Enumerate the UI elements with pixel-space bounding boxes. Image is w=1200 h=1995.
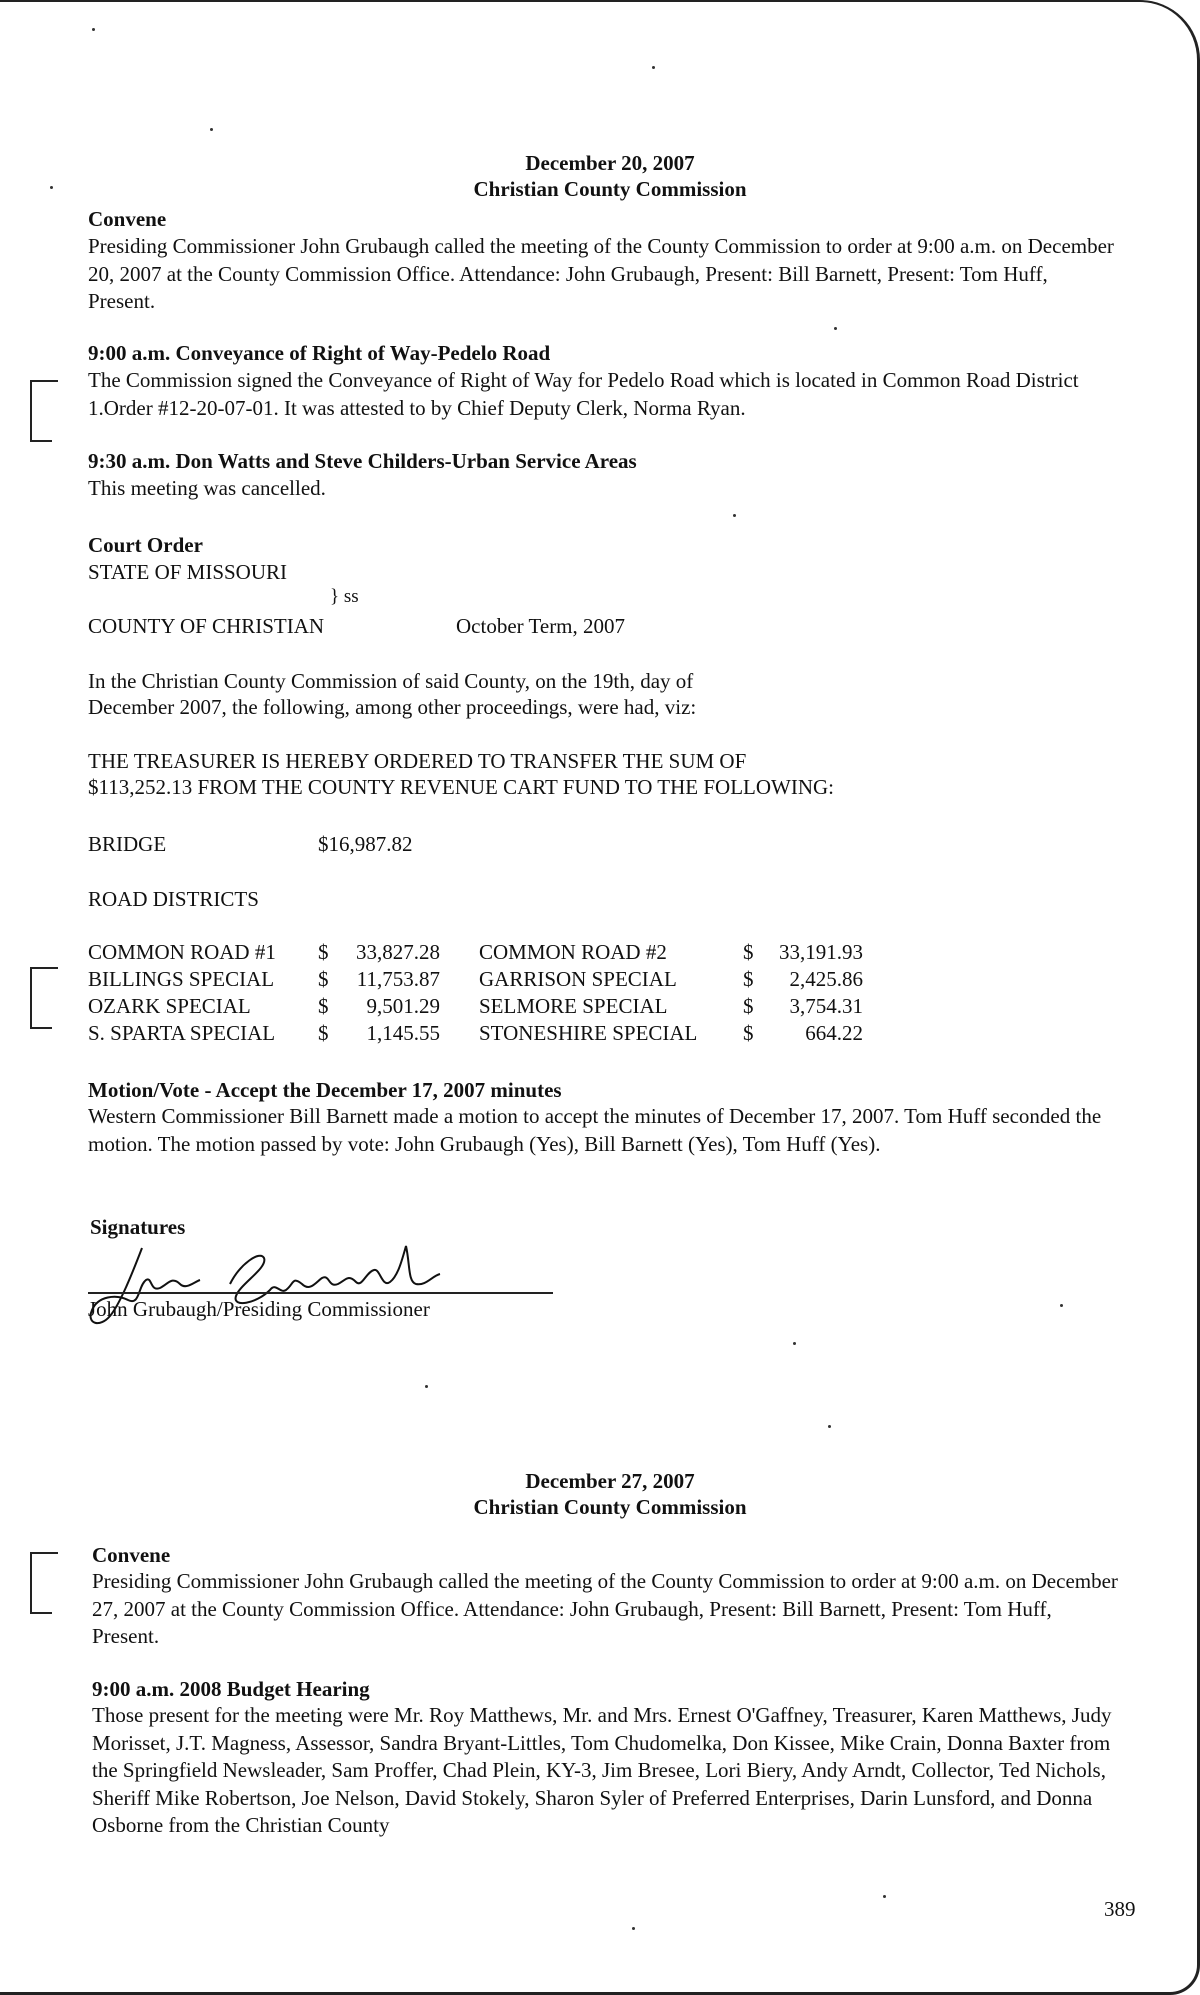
district-left-name: COMMON ROAD #1	[88, 940, 276, 964]
urban-text: This meeting was cancelled.	[88, 476, 326, 500]
meeting2-date: December 27, 2007	[525, 1469, 695, 1493]
scan-speck	[883, 1895, 886, 1898]
ss-mark: } ss	[330, 586, 359, 607]
budget-heading: 9:00 a.m. 2008 Budget Hearing	[92, 1677, 370, 1701]
meeting1-commission: Christian County Commission	[473, 177, 747, 201]
order-line-2: $113,252.13 FROM THE COUNTY REVENUE CART FUND TO THE FOLLOWING:	[88, 775, 835, 799]
meeting1-date: December 20, 2007	[525, 151, 695, 175]
state-line: STATE OF MISSOURI	[88, 560, 288, 584]
page-number: 389	[1104, 1897, 1136, 1921]
motion-heading: Motion/Vote - Accept the December 17, 2007 minutes	[88, 1078, 562, 1102]
road-districts-label: ROAD DISTRICTS	[88, 887, 259, 911]
signature-line	[88, 1292, 553, 1294]
district-right-dollar: $	[743, 940, 754, 964]
row-text: The Commission signed the Conveyance of Right of Way for Pedelo Road which is located in Common Road District 1.Order #12-20-07-01. It was attested to by Chief Deputy Clerk, Norma Ryan.	[88, 368, 1079, 420]
district-left-amount: 9,501.29	[366, 994, 440, 1018]
district-right-amount: 33,191.93	[779, 940, 863, 964]
court-line-1: In the Christian County Commission of said County, on the 19th, day of	[88, 669, 694, 693]
district-right-amount: 3,754.31	[789, 994, 863, 1018]
district-left-name: OZARK SPECIAL	[88, 994, 251, 1018]
district-left-name: S. SPARTA SPECIAL	[88, 1021, 276, 1045]
district-right-name: GARRISON SPECIAL	[479, 967, 677, 991]
bridge-amount: $16,987.82	[318, 832, 413, 856]
district-right-name: COMMON ROAD #2	[479, 940, 667, 964]
signatures-heading: Signatures	[90, 1215, 186, 1239]
district-right-dollar: $	[743, 967, 754, 991]
county-line: COUNTY OF CHRISTIAN	[88, 614, 325, 638]
bridge-label: BRIDGE	[88, 832, 167, 856]
district-left-dollar: $	[318, 967, 329, 991]
district-right-dollar: $	[743, 994, 754, 1018]
binder-bracket	[30, 380, 52, 442]
district-right-name: SELMORE SPECIAL	[479, 994, 668, 1018]
scan-speck	[632, 1927, 635, 1930]
district-left-amount: 11,753.87	[356, 967, 440, 991]
binder-bracket	[30, 1552, 52, 1614]
scan-speck	[793, 1342, 796, 1345]
scan-speck	[210, 128, 213, 131]
scan-speck	[92, 28, 95, 31]
meeting2-convene-text: Presiding Commissioner John Grubaugh called the meeting of the County Commission to order at 9:00 a.m. on December 27, 2007 at the County Commission Office. Attendance: John Grubaugh, Present: Bill Barnett, Present: Tom Huff, Present.	[92, 1569, 1118, 1648]
district-left-dollar: $	[318, 1021, 329, 1045]
district-right-dollar: $	[743, 1021, 754, 1045]
district-right-name: STONESHIRE SPECIAL	[479, 1021, 698, 1045]
district-left-amount: 33,827.28	[356, 940, 440, 964]
district-right-amount: 2,425.86	[789, 967, 863, 991]
scan-speck	[652, 66, 655, 69]
district-left-name: BILLINGS SPECIAL	[88, 967, 275, 991]
row-heading: 9:00 a.m. Conveyance of Right of Way-Pedelo Road	[88, 341, 551, 365]
meeting1-convene-text: Presiding Commissioner John Grubaugh called the meeting of the County Commission to order at 9:00 a.m. on December 20, 2007 at the County Commission Office. Attendance: John Grubaugh, Present: Bill Barnett, Present: Tom Huff, Present.	[88, 234, 1114, 313]
signature-caption: John Grubaugh/Presiding Commissioner	[88, 1297, 430, 1321]
order-line-1: THE TREASURER IS HEREBY ORDERED TO TRANSFER THE SUM OF	[88, 749, 747, 773]
district-left-dollar: $	[318, 994, 329, 1018]
district-left-amount: 1,145.55	[366, 1021, 440, 1045]
court-line-2: December 2007, the following, among other proceedings, were had, viz:	[88, 695, 697, 719]
scan-speck	[733, 514, 736, 517]
court-order-heading: Court Order	[88, 533, 203, 557]
meeting2-commission: Christian County Commission	[473, 1495, 747, 1519]
urban-heading: 9:30 a.m. Don Watts and Steve Childers-Urban Service Areas	[88, 449, 637, 473]
district-right-amount: 664.22	[805, 1021, 863, 1045]
district-left-dollar: $	[318, 940, 329, 964]
meeting1-convene-heading: Convene	[88, 207, 167, 231]
scan-speck	[425, 1385, 428, 1388]
term-line: October Term, 2007	[456, 614, 626, 638]
budget-text: Those present for the meeting were Mr. Roy Matthews, Mr. and Mrs. Ernest O'Gaffney, Treasurer, Karen Matthews, Judy Morisset, J.T. Magness, Assessor, Sandra Bryant-Littles, Tom Chudomelka, Don Kissee, Mike Crain, Donna Baxter from the Springfield Newsleader, Sam Proffer, Chad Plein, KY-3, Jim Bresee, Lori Biery, Andy Arndt, Collector, Ted Nichols, Sheriff Mike Robertson, Joe Nelson, David Stokely, Sharon Syler of Preferred Enterprises, Darin Lunsford, and Donna Osborne from the Christian County	[92, 1703, 1112, 1837]
scan-speck	[828, 1425, 831, 1428]
motion-text: Western Commissioner Bill Barnett made a motion to accept the minutes of December 17, 2007. Tom Huff seconded the motion. The motion passed by vote: John Grubaugh (Yes), Bill Barnett (Yes), Tom Huff (Yes).	[88, 1104, 1102, 1156]
binder-bracket	[30, 967, 52, 1029]
scan-speck	[834, 327, 837, 330]
meeting2-convene-heading: Convene	[92, 1543, 171, 1567]
scan-speck	[1060, 1304, 1063, 1307]
